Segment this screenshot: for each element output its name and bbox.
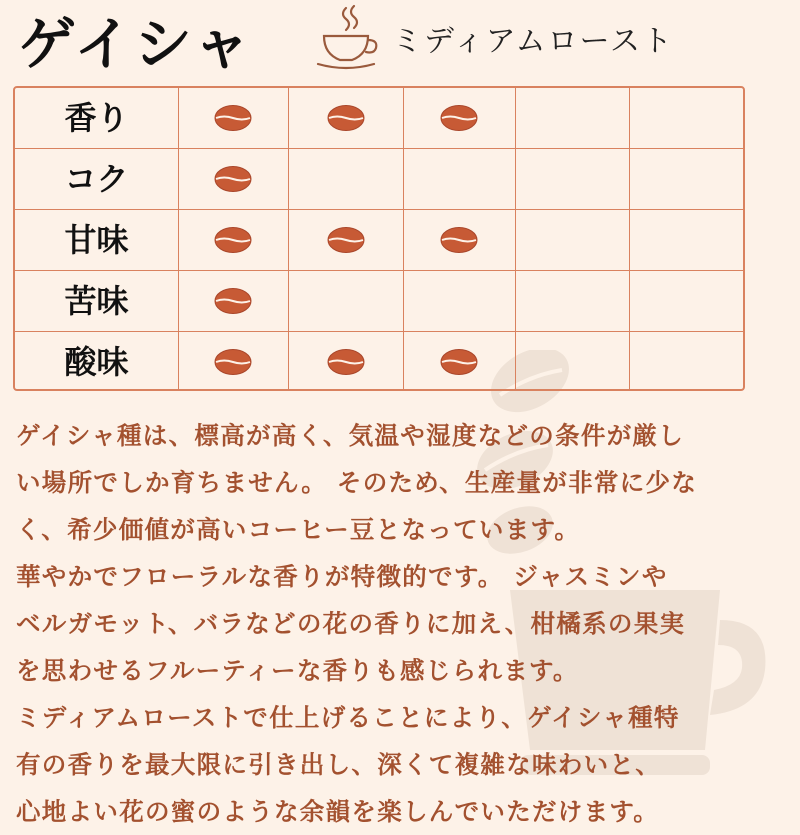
page-title: ゲイシャ <box>18 10 253 78</box>
description-line: ベルガモット、バラなどの花の香りに加え、柑橘系の果実 <box>16 609 686 638</box>
table-row <box>15 210 743 271</box>
table-row <box>15 149 743 210</box>
coffee-bean-icon <box>439 347 479 377</box>
coffee-bean-icon <box>213 347 253 377</box>
table-row <box>15 332 743 393</box>
coffee-cup-icon <box>312 2 382 72</box>
description-line: ゲイシャ種は、標高が高く、気温や湿度などの条件が厳し <box>16 421 685 450</box>
description-line: 有の香りを最大限に引き出し、深くて複雑な味わいと、 <box>16 750 661 779</box>
coffee-bean-icon <box>439 225 479 255</box>
coffee-bean-icon <box>213 164 253 194</box>
flavor-table <box>13 86 745 391</box>
flavor-label: コク <box>64 160 129 198</box>
flavor-label: 甘味 <box>64 221 129 259</box>
coffee-bean-icon <box>213 225 253 255</box>
roast-level-label: ミディアムロースト <box>392 24 674 59</box>
description-line: を思わせるフルーティーな香りも感じられます。 <box>16 656 579 685</box>
flavor-label: 苦味 <box>64 282 129 320</box>
description-line: 心地よい花の蜜のような余韻を楽しんでいただけます。 <box>16 797 660 826</box>
coffee-bean-icon <box>439 103 479 133</box>
coffee-bean-icon <box>213 286 253 316</box>
coffee-bean-icon <box>326 225 366 255</box>
flavor-label: 香り <box>64 99 129 137</box>
coffee-bean-icon <box>326 103 366 133</box>
coffee-bean-icon <box>326 347 366 377</box>
table-row <box>15 88 743 149</box>
description-text <box>16 412 786 835</box>
description-line: ミディアムローストで仕上げることにより、ゲイシャ種特 <box>16 703 680 732</box>
table-row <box>15 271 743 332</box>
flavor-label: 酸味 <box>64 343 129 381</box>
description-line: 華やかでフローラルな香りが特徴的です。 ジャスミンや <box>16 562 668 591</box>
description-line: い場所でしか育ちません。 そのため、生産量が非常に少な <box>16 468 698 497</box>
coffee-bean-icon <box>213 103 253 133</box>
description-line: く、希少価値が高いコーヒー豆となっています。 <box>16 515 581 544</box>
